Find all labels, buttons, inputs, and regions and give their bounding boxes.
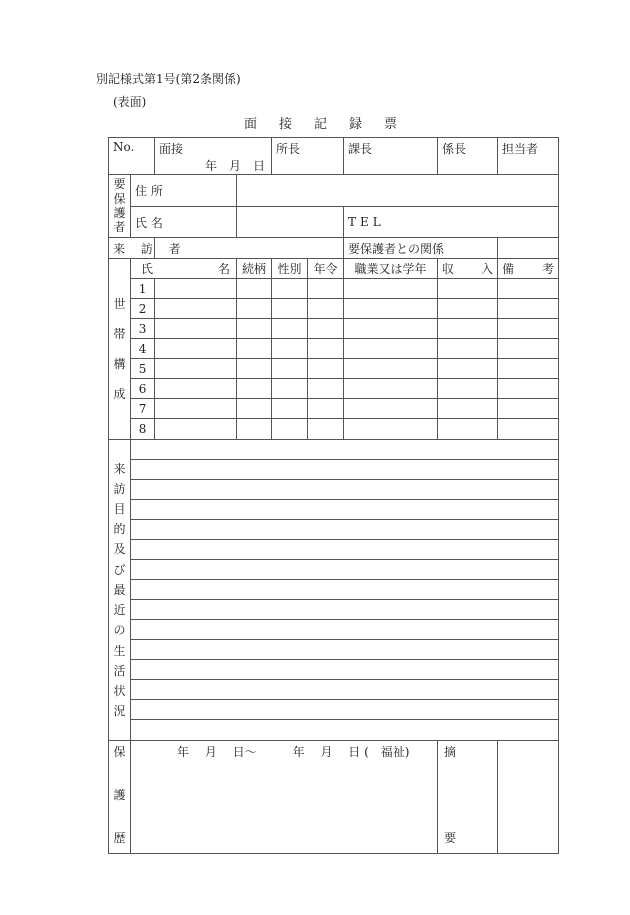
address-label: 住 所 bbox=[131, 175, 237, 207]
purpose-line-row bbox=[109, 520, 559, 540]
purpose-line[interactable] bbox=[131, 520, 559, 540]
purpose-line-row bbox=[109, 700, 559, 720]
member-income[interactable] bbox=[438, 379, 498, 399]
member-name[interactable] bbox=[155, 299, 237, 319]
no-cell[interactable] bbox=[109, 138, 155, 175]
member-occupation[interactable] bbox=[344, 419, 438, 440]
purpose-line[interactable] bbox=[131, 620, 559, 640]
guardian-name-row bbox=[109, 207, 559, 238]
member-sex[interactable] bbox=[272, 419, 308, 440]
member-remarks[interactable] bbox=[498, 419, 559, 440]
header-remarks: 備 考 bbox=[498, 259, 559, 279]
member-relation[interactable] bbox=[237, 299, 272, 319]
person-in-charge-label: 担当者 bbox=[502, 142, 539, 156]
form-number-label: 別記様式第1号(第2条関係) bbox=[96, 72, 241, 86]
member-name[interactable] bbox=[155, 399, 237, 419]
member-sex[interactable] bbox=[272, 379, 308, 399]
member-age[interactable] bbox=[308, 279, 344, 299]
member-age[interactable] bbox=[308, 359, 344, 379]
purpose-line-row bbox=[109, 480, 559, 500]
member-remarks[interactable] bbox=[498, 319, 559, 339]
name-label: 氏 名 bbox=[131, 207, 237, 238]
purpose-line[interactable] bbox=[131, 660, 559, 680]
purpose-line[interactable] bbox=[131, 500, 559, 520]
household-header-row bbox=[109, 259, 559, 279]
history-label: 保 護 歴 bbox=[109, 741, 131, 854]
purpose-line[interactable] bbox=[131, 440, 559, 460]
member-age[interactable] bbox=[308, 379, 344, 399]
purpose-line-row bbox=[109, 600, 559, 620]
member-age[interactable] bbox=[308, 399, 344, 419]
purpose-line[interactable] bbox=[131, 600, 559, 620]
purpose-line-row bbox=[109, 540, 559, 560]
purpose-line-row bbox=[109, 680, 559, 700]
purpose-line-row bbox=[109, 660, 559, 680]
summary-field[interactable] bbox=[498, 741, 559, 854]
guardian-address-row bbox=[109, 175, 559, 207]
purpose-line[interactable] bbox=[131, 480, 559, 500]
member-name[interactable] bbox=[155, 279, 237, 299]
member-relation[interactable] bbox=[237, 399, 272, 419]
member-income[interactable] bbox=[438, 339, 498, 359]
header-age: 年令 bbox=[308, 259, 344, 279]
history-row bbox=[109, 741, 559, 854]
member-age[interactable] bbox=[308, 419, 344, 440]
header-income: 収 入 bbox=[438, 259, 498, 279]
member-number: 1 bbox=[131, 279, 155, 299]
interview-date-cell[interactable] bbox=[155, 138, 272, 175]
member-income[interactable] bbox=[438, 319, 498, 339]
member-relation[interactable] bbox=[237, 319, 272, 339]
member-relation[interactable] bbox=[237, 359, 272, 379]
member-remarks[interactable] bbox=[498, 339, 559, 359]
member-name[interactable] bbox=[155, 339, 237, 359]
purpose-line[interactable] bbox=[131, 640, 559, 660]
member-age[interactable] bbox=[308, 339, 344, 359]
member-income[interactable] bbox=[438, 359, 498, 379]
tel-label: TEL bbox=[344, 207, 559, 238]
purpose-label: 来 訪 目 的 及 び 最 近 の 生 活 状 況 bbox=[109, 440, 131, 741]
purpose-line[interactable] bbox=[131, 700, 559, 720]
member-occupation[interactable] bbox=[344, 359, 438, 379]
household-member-row bbox=[109, 299, 559, 319]
member-number: 6 bbox=[131, 379, 155, 399]
purpose-line-row bbox=[109, 640, 559, 660]
purpose-line[interactable] bbox=[131, 580, 559, 600]
member-remarks[interactable] bbox=[498, 299, 559, 319]
member-sex[interactable] bbox=[272, 399, 308, 419]
purpose-line-row bbox=[109, 720, 559, 741]
member-sex[interactable] bbox=[272, 279, 308, 299]
purpose-line-row bbox=[109, 460, 559, 480]
member-name[interactable] bbox=[155, 379, 237, 399]
household-member-row bbox=[109, 359, 559, 379]
visitor-label: 来 訪 者 bbox=[109, 238, 155, 259]
member-number: 4 bbox=[131, 339, 155, 359]
guardian-label: 要 保 護 者 bbox=[109, 175, 131, 238]
history-period: 年 月 日〜 年 月 日 ( 福祉) bbox=[177, 745, 410, 759]
household-member-row bbox=[109, 319, 559, 339]
name-field[interactable] bbox=[237, 207, 344, 238]
relation-field[interactable] bbox=[498, 238, 559, 259]
purpose-line[interactable] bbox=[131, 460, 559, 480]
purpose-line[interactable] bbox=[131, 680, 559, 700]
interview-record-table bbox=[108, 137, 559, 854]
member-number: 7 bbox=[131, 399, 155, 419]
member-remarks[interactable] bbox=[498, 359, 559, 379]
member-remarks[interactable] bbox=[498, 279, 559, 299]
purpose-line-row bbox=[109, 580, 559, 600]
purpose-line-row bbox=[109, 560, 559, 580]
member-relation[interactable] bbox=[237, 379, 272, 399]
purpose-line-row bbox=[109, 440, 559, 460]
side-label: (表面) bbox=[113, 95, 147, 109]
household-member-row bbox=[109, 399, 559, 419]
member-occupation[interactable] bbox=[344, 399, 438, 419]
address-field[interactable] bbox=[237, 175, 559, 207]
section-chief-label: 課長 bbox=[348, 142, 373, 156]
subsection-chief-stamp-cell[interactable] bbox=[438, 138, 498, 175]
household-member-row bbox=[109, 419, 559, 440]
member-occupation[interactable] bbox=[344, 299, 438, 319]
header-name: 氏 名 bbox=[131, 259, 237, 279]
header-sex: 性別 bbox=[272, 259, 308, 279]
member-number: 2 bbox=[131, 299, 155, 319]
member-number: 8 bbox=[131, 419, 155, 440]
history-period-field[interactable] bbox=[131, 741, 438, 854]
approval-row bbox=[109, 138, 559, 175]
member-sex[interactable] bbox=[272, 299, 308, 319]
purpose-line-row bbox=[109, 620, 559, 640]
interview-label: 面接 bbox=[159, 142, 184, 156]
member-name[interactable] bbox=[155, 419, 237, 440]
member-sex[interactable] bbox=[272, 339, 308, 359]
member-age[interactable] bbox=[308, 319, 344, 339]
section-chief-stamp-cell[interactable] bbox=[344, 138, 438, 175]
member-relation[interactable] bbox=[237, 339, 272, 359]
member-occupation[interactable] bbox=[344, 279, 438, 299]
member-relation[interactable] bbox=[237, 419, 272, 440]
member-occupation[interactable] bbox=[344, 339, 438, 359]
director-stamp-cell[interactable] bbox=[272, 138, 344, 175]
household-member-row bbox=[109, 279, 559, 299]
relation-label: 要保護者との関係 bbox=[344, 238, 498, 259]
member-number: 5 bbox=[131, 359, 155, 379]
member-remarks[interactable] bbox=[498, 399, 559, 419]
member-remarks[interactable] bbox=[498, 379, 559, 399]
summary-label: 摘 要 bbox=[438, 741, 498, 854]
member-income[interactable] bbox=[438, 399, 498, 419]
member-occupation[interactable] bbox=[344, 379, 438, 399]
member-age[interactable] bbox=[308, 299, 344, 319]
member-name[interactable] bbox=[155, 319, 237, 339]
member-occupation[interactable] bbox=[344, 319, 438, 339]
subsection-chief-label: 係長 bbox=[442, 142, 467, 156]
purpose-line[interactable] bbox=[131, 720, 559, 741]
form-title: 面接記録票 bbox=[244, 117, 420, 132]
member-number: 3 bbox=[131, 319, 155, 339]
household-member-row bbox=[109, 339, 559, 359]
household-member-row bbox=[109, 379, 559, 399]
person-in-charge-stamp-cell[interactable] bbox=[498, 138, 559, 175]
header-relation: 続柄 bbox=[237, 259, 272, 279]
household-label: 世 帯 構 成 bbox=[109, 259, 131, 440]
visitor-row bbox=[109, 238, 559, 259]
member-relation[interactable] bbox=[237, 279, 272, 299]
member-sex[interactable] bbox=[272, 319, 308, 339]
header-occupation: 職業又は学年 bbox=[344, 259, 438, 279]
member-income[interactable] bbox=[438, 419, 498, 440]
purpose-line-row bbox=[109, 500, 559, 520]
interview-date: 年 月 日 bbox=[205, 159, 266, 173]
member-income[interactable] bbox=[438, 299, 498, 319]
member-income[interactable] bbox=[438, 279, 498, 299]
member-name[interactable] bbox=[155, 359, 237, 379]
member-sex[interactable] bbox=[272, 359, 308, 379]
no-label: No. bbox=[113, 140, 135, 154]
purpose-line[interactable] bbox=[131, 540, 559, 560]
purpose-line[interactable] bbox=[131, 560, 559, 580]
director-label: 所長 bbox=[276, 142, 301, 156]
